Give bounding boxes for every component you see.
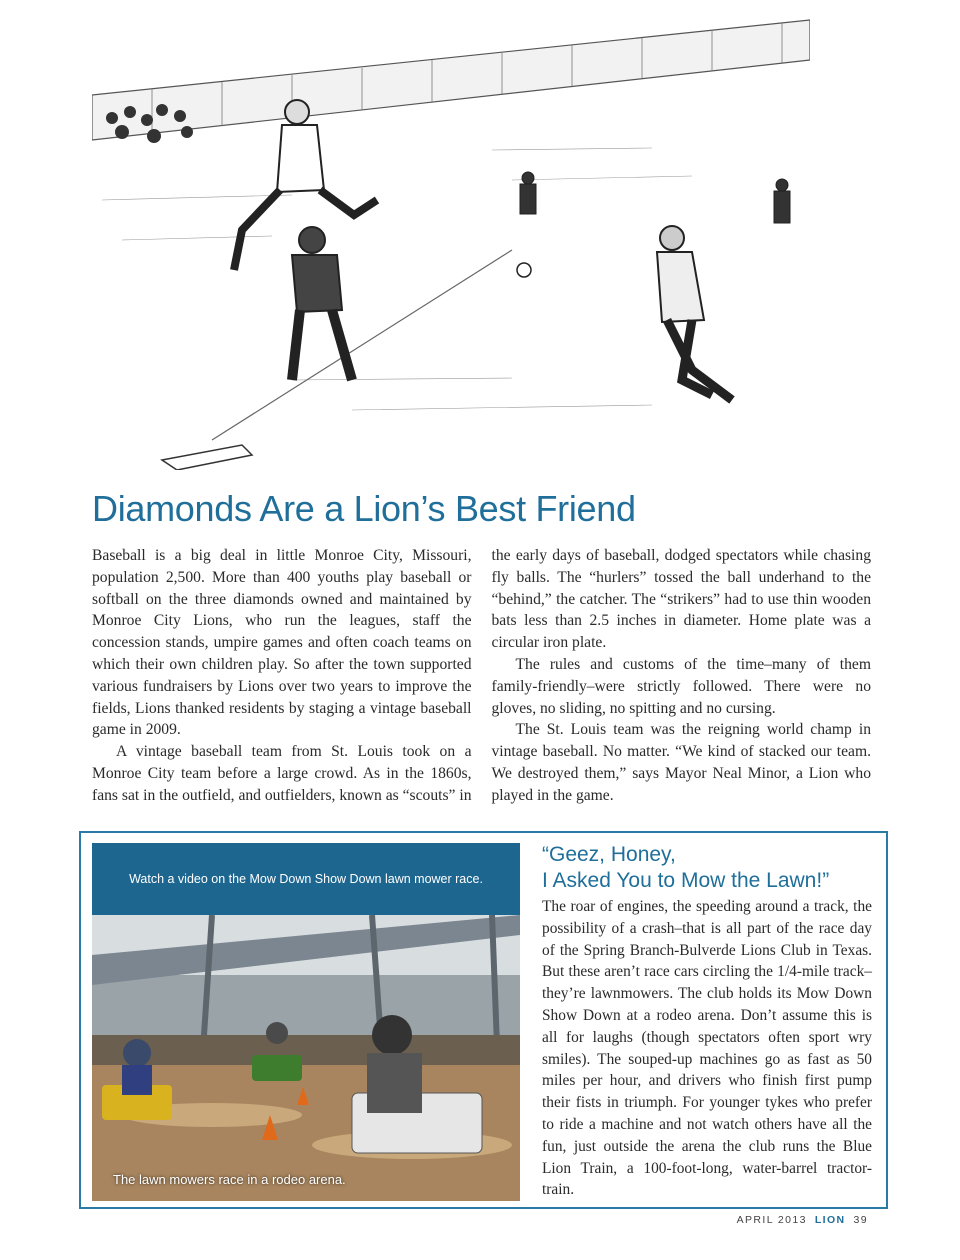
article-paragraph: The rules and customs of the time–many of them family-friendly–were strictly followed. There were no gloves, no sliding, no spitting and no cursing. [491,655,871,717]
magazine-name: LION [814,1214,846,1226]
page-footer [737,1214,868,1226]
video-link-label: Watch a video on the Mow Down Show Down lawn mower race. [129,872,483,886]
sidebar-title-line2: I Asked You to Mow the Lawn!” [542,869,830,892]
issue-date: APRIL 2013 [736,1214,807,1226]
article-paragraph: Baseball is a big deal in little Monroe City, Missouri, population 2,500. More than 400 youths play baseball or softball on the three diamonds owned and maintained by Monroe City Lions, who run the leagues, staff the concession stands, umpire games and often coach teams on which their own children play. So after the town supported various fundraisers by Lions over two years to improve the fields, Lions thanked residents by staging a vintage baseball game in 2009. [92,547,472,739]
article-paragraph: A vintage baseball team from St. Louis took on a Monroe City team before a large crowd. As in the 1860s, fans sat in the outfield, and outfielders, known as “scouts” in the early days of baseball, dodged spectators while chasing fly balls. The “hurlers” tossed the ball underhand to the “behind,” the catcher. The “strikers” had to use thin wooden bats less than 2.5 inches in diameter. Home plate was a circular iron plate. [92,547,871,804]
page-number: 39 [853,1214,868,1226]
sidebar-body: The roar of engines, the speeding around a track, the possibility of a crash–that is all part of the race day of the Spring Branch-Bulverde Lions Club in Texas. But these aren’t race cars circling the 1/4-mile track–they’re lawnmowers. The club holds its Mow Down Show Down at a rodeo arena. Don’t assume this is all for laughs (though spectators often sport wry smiles). The souped-up machines go as fast as 50 miles per hour, and drivers who finish first pump their fists in triumph. For younger tykes who prefer to ride a machine and not watch others have all the fun, just outside the arena the club runs the Blue Lion Train, a 100-foot-long, water-barrel tractor-train. [542,898,872,1199]
lawn-mower-race-photo [92,915,520,1201]
sidebar-title [542,842,872,894]
article-paragraph: The St. Louis team was the reigning world champ in vintage baseball. No matter. “We kind of stacked our team. We destroyed them,” says Mayor Neal Minor, a Lion who played in the game. [491,721,871,804]
vintage-baseball-illustration [92,0,810,470]
article-body [92,545,871,807]
lawn-mower-sidebar [79,831,888,1209]
watch-video-link[interactable] [92,843,520,915]
article-title: Diamonds Are a Lion’s Best Friend [92,488,636,529]
photo-caption: The lawn mowers race in a rodeo arena. [113,1172,346,1187]
sidebar-title-line1: “Geez, Honey, [542,843,676,866]
